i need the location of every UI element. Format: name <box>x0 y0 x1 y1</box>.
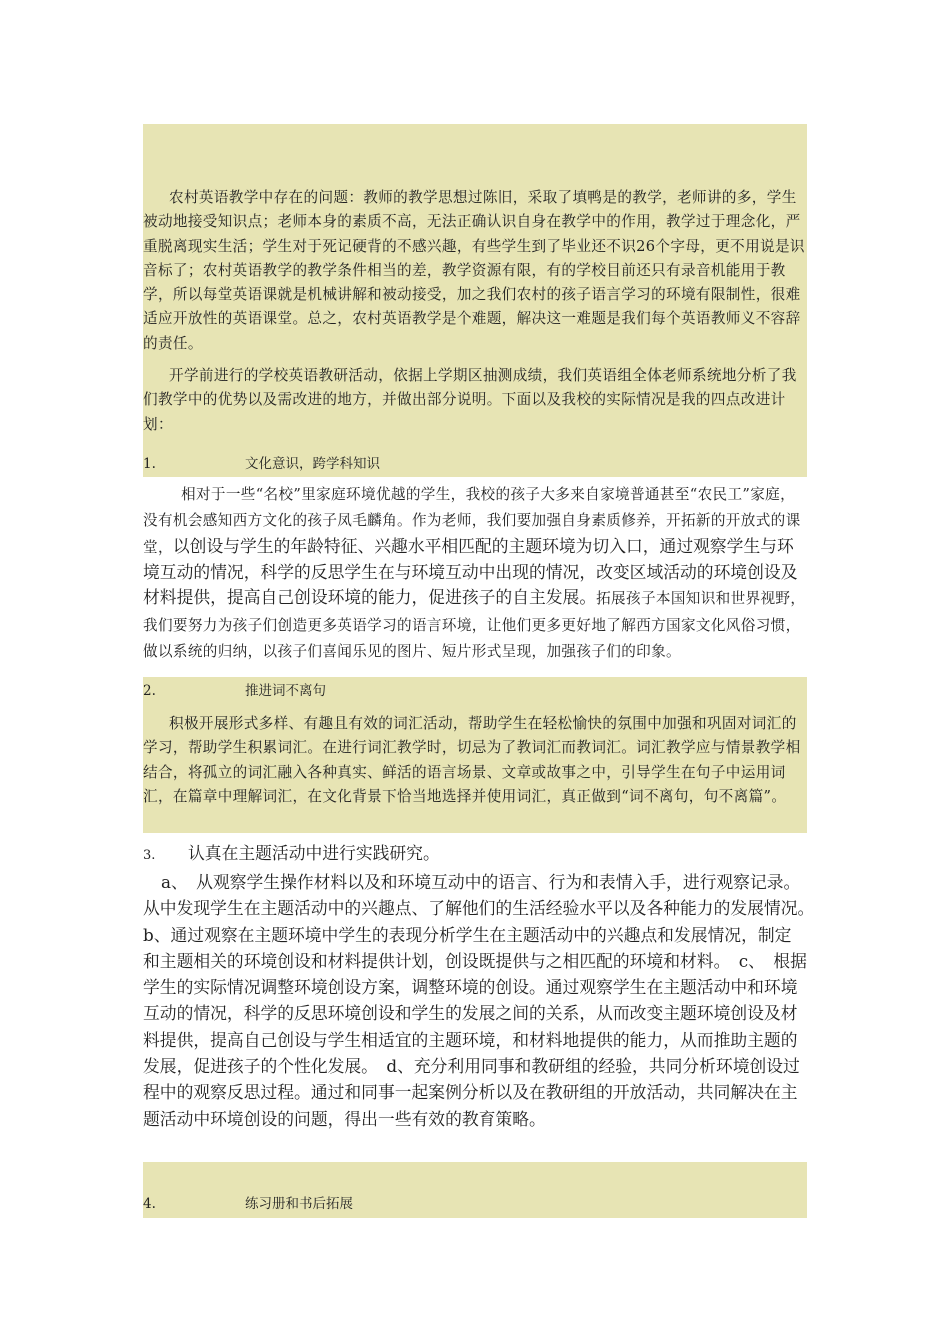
section-1-text-c: 拓展孩子本国知识和世界视野，我们要努力为孩子们创造更多英语学习的语言环境，让他们更多更好地了解西方国家文化风俗习惯，做以系统的归纳，以孩子们喜闻乐见的图片、短片形式呈现，加强孩子们的印象。 <box>143 590 806 660</box>
section-2-number: 2. <box>143 683 156 699</box>
section-1-number: 1. <box>143 456 156 472</box>
section-1-paragraph <box>143 481 807 664</box>
intro-section <box>143 124 807 451</box>
section-1-title: 文化意识，跨学科知识 <box>245 456 380 472</box>
section-2-heading <box>143 677 807 704</box>
section-2 <box>143 677 807 833</box>
section-3 <box>143 840 823 1160</box>
section-4-heading <box>143 1162 807 1218</box>
section-3-heading <box>143 840 807 869</box>
section-3-title: 认真在主题活动中进行实践研究。 <box>188 843 440 863</box>
intro-paragraph: 农村英语教学中存在的问题：教师的教学思想过陈旧，采取了填鸭是的教学，老师讲的多，学生被动地接受知识点；老师本身的素质不高，无法正确认识自身在教学中的作用，教学过于理念化，严重脱离现实生活；学生对于死记硬背的不感兴趣，有些学生到了毕业还不识26个字母，更不用说是识音标了；农村英语教学的教学条件相当的差，教学资源有限，有的学校目前还只有录音机能用于教学，所以每堂英语课就是机械讲解和被动接受，加之我们农村的孩子语言学习的环境有限制性，很难适应开放性的英语课堂。总之，农村英语教学是个难题，解决这一难题是我们每个英语教师义不容辞的责任。 <box>143 189 805 352</box>
section-4-number: 4. <box>143 1196 156 1212</box>
section-4-title: 练习册和书后拓展 <box>245 1196 353 1212</box>
section-3-paragraph: a、 从观察学生操作材料以及和环境互动中的语言、行为和表情入手，进行观察记录。从中发现学生在主题活动中的兴趣点、了解他们的生活经验水平以及各种能力的发展情况。 b、通过观察在主题环境中学生的表现分析学生在主题活动中的兴趣点和发展情况，制定和主题相关的环境创设和材料提供计划，创设既提供与之相匹配的环境和材料。 c、 根据学生的实际情况调整环境创设方案，调整环境的创设。通过观察学生在主题活动中和环境互动的情况，科学的反思环境创设和学生的发展之间的关系，从而改变主题环境创设及材料提供，提高自己创设与学生相适宜的主题环境，和材料地提供的能力，从而推助主题的发展，促进孩子的个性化发展。 d、充分利用同事和教研组的经验，共同分析环境创设过程中的观察反思过程。通过和同事一起案例分析以及在教研组的开放活动，共同解决在主题活动中环境创设的问题，得出一些有效的教育策略。 <box>143 872 823 1129</box>
plan-paragraph: 开学前进行的学校英语教研活动，依据上学期区抽测成绩，我们英语组全体老师系统地分析了我们教学中的优势以及需改进的地方，并做出部分说明。下面以及我校的实际情况是我的四点改进计划： <box>143 367 797 433</box>
section-1-text-a: 相对于一些“名校”里家庭环境优越的学生，我校的孩子大多来自家境普通甚至“农民工”家庭，没有机会感知西方文化的孩子凤毛麟角。作为老师，我们要加强自身素质修养，开拓新的开放式的课堂， <box>143 486 801 556</box>
section-1-body <box>143 481 807 676</box>
section-3-number: 3. <box>143 848 156 863</box>
section-2-title: 推进词不离句 <box>245 683 326 699</box>
section-1-heading <box>143 451 807 477</box>
section-2-paragraph: 积极开展形式多样、有趣且有效的词汇活动，帮助学生在轻松愉快的氛围中加强和巩固对词汇的学习，帮助学生积累词汇。在进行词汇教学时，切忌为了教词汇而教词汇。词汇教学应与情景教学相结合，将孤立的词汇融入各种真实、鲜活的语言场景、文章或故事之中，引导学生在句子中运用词汇，在篇章中理解词汇，在文化背景下恰当地选择并使用词汇，真正做到“词不离句，句不离篇”。 <box>143 715 801 805</box>
section-1-text-b: 以创设与学生的年龄特征、兴趣水平相匹配的主题环境为切入口，通过观察学生与环境互动的情况，科学的反思学生在与环境互动中出现的情况，改变区域活动的环境创设及材料提供，提高自己创设环境的能力，促进孩子的自主发展。 <box>143 535 798 608</box>
